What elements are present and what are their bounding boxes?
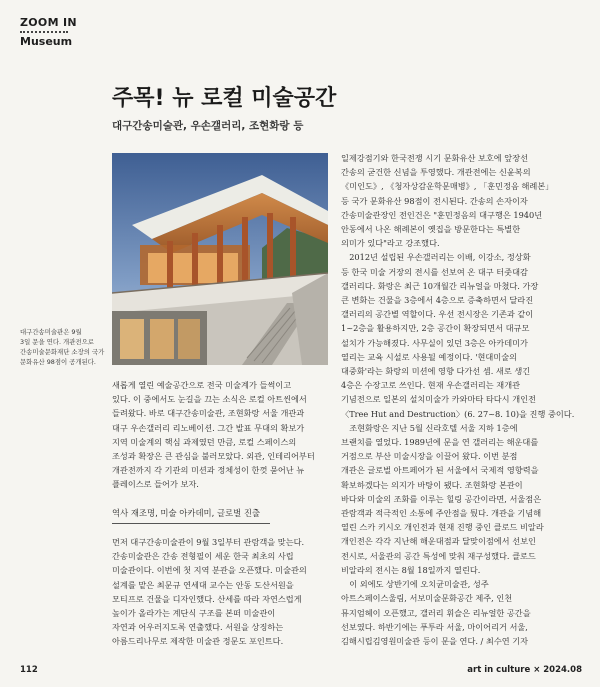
text-line: 열리는 교육 시설로 사용될 예정이다. '현대미술의 (341, 351, 518, 362)
text-line: 간송의 굳건한 신념을 투영했다. 개관전에는 신윤복의 (341, 167, 531, 178)
text-line: 2012년 설립된 우손갤러리는 이배, 이강소, 정상화 (341, 252, 531, 263)
caption-line: 대구간송미술관은 9월 (20, 328, 82, 336)
article-title: 주목! 뉴 로컬 미술공간 (112, 86, 337, 111)
text-line: 의미가 있다"라고 강조했다. (341, 238, 440, 249)
text-line: 선보였다. 하반기에는 푸투라 서울, 마이어리거 서울, (341, 621, 528, 632)
text-line: 개관은 글로벌 아트페어가 된 서울에서 국제적 영향력을 (341, 465, 539, 476)
text-line: 김해시립김영원미술관 등이 문을 연다. / 최수연 기자 (341, 635, 529, 646)
text-line: 아트스페이스울림, 서보미술문화공간 제주, 인천 (341, 593, 513, 604)
text-line: 조성과 확장은 큰 관심을 불러모았다. 외관, 인테리어부터 (112, 451, 315, 462)
text-line: 《미인도》, 《청자상감운학문매병》, 「훈민정음 해례본」 (341, 181, 554, 192)
section-divider (20, 31, 68, 33)
article-subtitle: 대구간송미술관, 우손갤러리, 조현화랑 등 (112, 120, 304, 132)
text-line: 바다와 미술의 조화를 이루는 힐링 공간이라면, 서울점은 (341, 493, 542, 504)
text-line: 간송미술관장인 전인건은 "훈민정음의 대구행은 1940년 (341, 209, 543, 220)
text-line: 설치가 가능해졌다. 사무실이 있던 3층은 아카데미가 (341, 337, 528, 348)
text-line: 지역 미술계의 핵심 과제였던 만큼, 로컬 스페이스의 (112, 436, 297, 447)
text-line: 안동에서 나온 해례본이 옛집을 방문한다는 특별한 (341, 224, 521, 235)
text-line: 개인전은 각각 지난해 해운대점과 달맞이점에서 선보인 (341, 536, 536, 547)
text-line: 확보하겠다는 의지가 바탕이 됐다. 조현화랑 본관이 (341, 479, 523, 490)
text-line: 개관전까지 각 기관의 미션과 정체성이 한껏 묻어난 뉴 (112, 465, 305, 476)
text-line: 기념전으로 일본의 설치미술가 카와마타 타다시 개인전 (341, 394, 536, 405)
text-line: 1~2층을 활용하지만, 2층 공간이 확장되면서 대규모 (341, 323, 530, 334)
text-line: 대중화'라는 화랑의 미션에 영향 다가선 셈. 새로 생긴 (341, 366, 531, 377)
text-line: 일제강점기와 한국전쟁 시기 문화유산 보호에 앞장선 (341, 153, 529, 163)
text-line: 큰 변화는 건물을 3층에서 4층으로 증축하면서 달라진 (341, 295, 534, 306)
text-line: 있다. 이 중에서도 눈길을 끄는 소식은 로컬 아트씬에서 (112, 394, 307, 405)
text-line: 들려왔다. 바로 대구간송미술관, 조현화랑 서울 개관과 (112, 408, 305, 419)
text-line: 먼저 대구간송미술관이 9월 3일부터 관람객을 맞는다. (112, 537, 305, 547)
text-line: 등 국가 문화유산 98점이 전시된다. 간송의 손자이자 (341, 195, 528, 206)
text-line: 전시로, 서울관의 공간 특성에 맞춰 재구성했다. 클로드 (341, 550, 536, 561)
text-line: 조현화랑은 지난 5월 신라호텔 서울 지하 1층에 (341, 422, 518, 433)
body-right-column (341, 151, 581, 648)
section-header (20, 16, 77, 48)
text-line: 뮤지엄헤이 오픈했고, 갤러리 휘슬은 리뉴얼한 공간을 (341, 607, 531, 618)
text-line: 4층은 수장고로 쓰인다. 현재 우손갤러리는 재개관 (341, 380, 521, 391)
text-line: 설계를 맡은 최문규 연세대 교수는 안동 도산서원을 (112, 579, 294, 590)
text-line: 간송미술관은 간송 전형필이 세운 한국 최초의 사립 (112, 551, 294, 562)
text-line: 대구 우손갤러리 리노베이션. 그간 발표 무대의 확보가 (112, 422, 305, 433)
text-line: 미술관이다. 이번에 첫 지역 분관을 오픈했다. 미술관의 (112, 565, 307, 576)
photo-caption (20, 327, 104, 367)
body-left-column (112, 535, 328, 649)
text-line: 열린 스카 키시오 개인전과 현재 진행 중인 클로드 비알라 (341, 522, 544, 533)
subsection-heading: 역사 재조명, 미술 아카데미, 글로벌 진출 (112, 507, 270, 524)
magazine-issue: art in culture × 2024.08 (467, 665, 582, 675)
museum-photo (112, 153, 328, 365)
caption-line: 3일 문을 연다. 개관전으로 (20, 338, 94, 346)
section-label: ZOOM IN (20, 16, 77, 29)
text-line: 플레이스로 들어가 보자. (112, 479, 199, 490)
text-line: 비알라의 전시는 8월 18일까지 열린다. (341, 564, 481, 575)
text-line: 자연과 어우러지도록 연출했다. 서원을 상징하는 (112, 622, 284, 633)
text-line: 이 외에도 상반기에 오치균미술관, 성주 (341, 579, 489, 590)
text-line: 높이가 올라가는 계단식 구조를 본떠 미술관이 (112, 608, 276, 619)
text-line: 모티프로 건물을 디자인했다. 산세를 따라 자연스럽게 (112, 593, 302, 604)
intro-paragraph (112, 378, 328, 492)
section-name: Museum (20, 35, 73, 48)
caption-line: 간송미술문화재단 소장의 국가 (20, 348, 105, 356)
text-line: 거점으로 부산 미술시장을 이끌어 왔다. 이번 분점 (341, 451, 518, 462)
text-line: 관람객과 적극적인 소통에 주안점을 뒀다. 개관을 기념해 (341, 508, 542, 519)
text-line: 브랜치를 열었다. 1989년에 문을 연 갤러리는 해운대를 (341, 437, 539, 448)
text-line: 갤러리다. 화랑은 최근 10개월간 리뉴얼을 마쳤다. 가장 (341, 280, 539, 291)
text-line: 새롭게 열린 예술공간으로 전국 미술계가 들썩이고 (112, 380, 292, 390)
caption-line: 문화유산 98점이 공개된다. (20, 358, 96, 366)
text-line: 아름드리나무로 제작한 미술관 정문도 포인트다. (112, 636, 284, 647)
page-number: 112 (20, 665, 38, 675)
text-line: 갤러리의 공간별 역할이다. 우선 전시장은 기존과 같이 (341, 309, 534, 320)
text-line: 〈Tree Hut and Destruction〉(6. 27~8. 10)을 진행 중이다. (341, 408, 575, 419)
text-line: 등 한국 미술 거장의 전시를 선보여 온 대구 터줏대감 (341, 266, 528, 277)
